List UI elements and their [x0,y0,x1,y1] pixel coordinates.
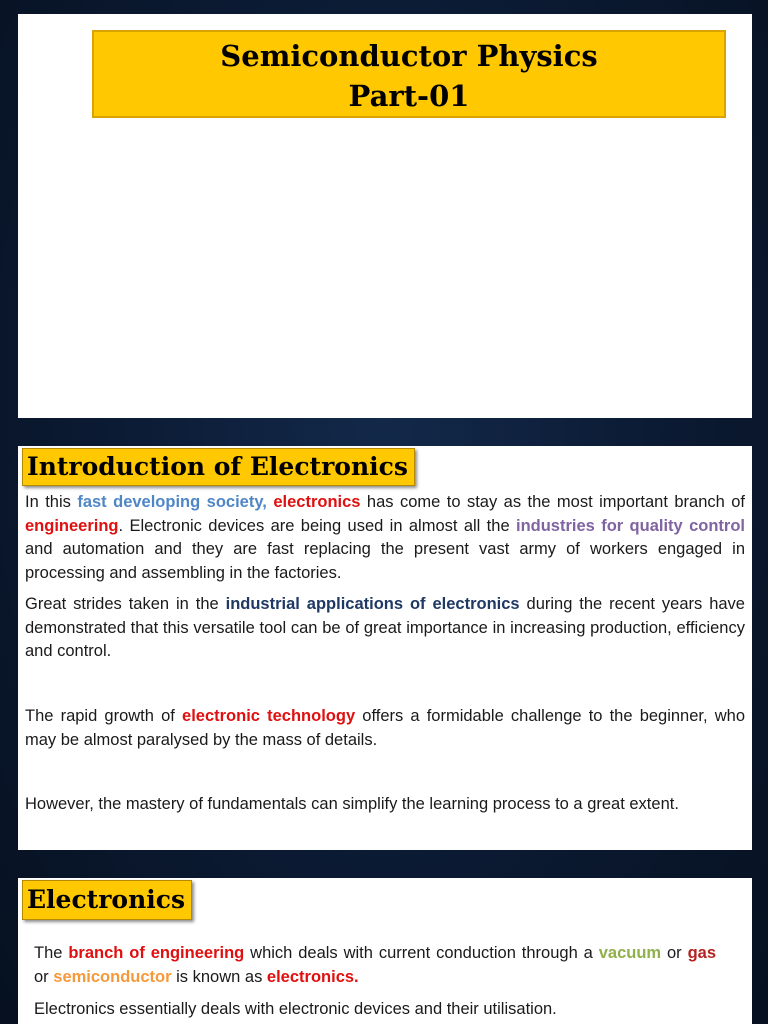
intro-paragraph-1 [25,491,745,585]
highlighted-term: gas [687,944,716,962]
paragraph-text: Electronics essentially deals with electronic devices and their utilisation. [34,1000,557,1018]
highlighted-term: fast developing society, [77,493,267,511]
paragraph-text: has come to stay as the most important branch of [360,493,745,511]
intro-paragraph-2 [25,593,745,664]
highlighted-term: industries for quality control [515,516,745,535]
electronics-slide [18,878,752,1024]
paragraph-text: during the recent years have demonstrated that this versatile tool can be of great importance in increasing production, efficiency and control. [25,595,745,660]
paragraph-text: The [34,944,69,962]
title-line-2: Part-01 [348,79,470,113]
title-banner [92,30,726,118]
highlighted-term: engineering [25,516,119,535]
highlighted-term: electronic technology [182,707,356,725]
introduction-slide [18,446,752,850]
paragraph-text: or [661,944,688,962]
intro-paragraph-3 [25,705,745,752]
paragraph-text: offers a formidable challenge to the beginner, who may be almost paralysed by the mass of details. [25,707,746,749]
paragraph-text: The rapid growth of [25,707,183,725]
highlighted-term: vacuum [598,944,662,962]
title-line-1: Semiconductor Physics [220,39,598,73]
highlighted-term: industrial applications of electronics [225,595,520,613]
paragraph-text: . Electronic devices are being used in almost all the [118,516,516,535]
paragraph-text: is known as [171,967,267,986]
highlighted-term: electronics. [266,967,359,986]
paragraph-text: and automation and they are fast replacing the present vast army of workers engaged in processing and assembling in the factories. [25,540,745,582]
paragraph-text: In this [25,493,78,511]
paragraph-text: or [34,967,54,986]
intro-paragraph-4 [25,793,745,817]
paragraph-text: Great strides taken in the [25,595,226,613]
paragraph-text: which deals with current conduction through a [244,944,599,962]
paragraph-text: However, the mastery of fundamentals can simplify the learning process to a great extent. [25,795,679,813]
electronics-paragraph-1 [34,942,716,989]
title-slide [18,14,752,418]
introduction-heading: Introduction of Electronics [22,448,415,486]
electronics-paragraph-2 [34,998,716,1022]
electronics-heading: Electronics [22,880,192,920]
highlighted-term: semiconductor [53,967,172,986]
highlighted-term: branch of engineering [68,944,245,962]
highlighted-term: electronics [273,493,361,511]
